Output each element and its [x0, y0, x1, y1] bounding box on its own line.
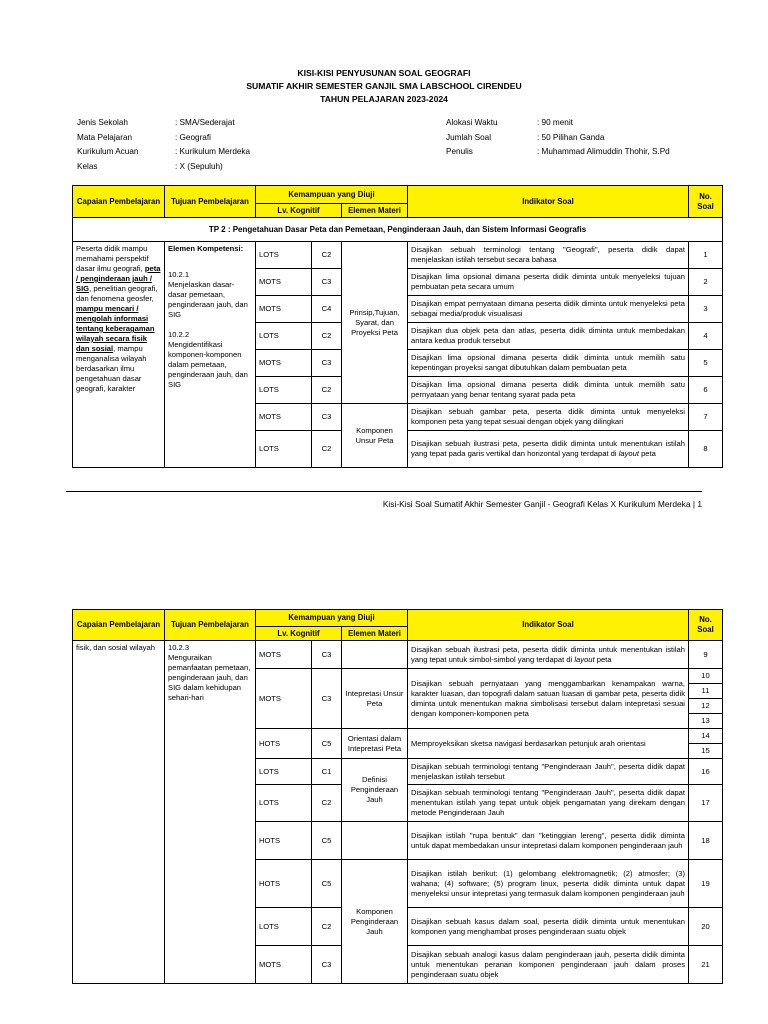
indikator-cell: Disajikan sebuah terminologi tentang "Penginderaan Jauh", peserta didik dapat menjelaskan istilah tersebut — [408, 759, 689, 785]
col-header-no-soal: No. Soal — [689, 186, 723, 218]
footer-divider — [66, 491, 702, 492]
col-header-tujuan: Tujuan Pembelajaran — [165, 186, 256, 218]
indikator-cell — [408, 431, 689, 468]
no-soal-cell: 8 — [689, 431, 723, 468]
lv-cell: MOTS — [256, 350, 312, 377]
lv-cell: HOTS — [256, 822, 312, 860]
indikator-cell: Disajikan dua objek peta dan atlas, peserta didik diminta untuk membedakan antara kedua produk tersebut — [408, 323, 689, 350]
indikator-cell: Disajikan sebuah gambar peta, peserta didik diminta untuk menyeleksi komponen peta yang tepat sesuai dengan objek yang dilingkari — [408, 404, 689, 431]
c-cell: C2 — [312, 785, 342, 822]
c-cell: C3 — [312, 641, 342, 669]
capaian-text: , mampu menganalisa wilayah berdasarkan ilmu pengetahuan dasar geografi, karakter — [76, 344, 147, 393]
col-header-elemen-materi: Elemen Materi — [342, 627, 408, 641]
indikator-cell: Disajikan sebuah kasus dalam soal, peserta didik diminta untuk menentukan komponen yang menghambat proses penginderaan suatu objek — [408, 908, 689, 946]
col-header-tujuan: Tujuan Pembelajaran — [165, 610, 256, 641]
c-cell: C5 — [312, 729, 342, 759]
elemen-cell: Definisi Penginderaan Jauh — [342, 759, 408, 822]
kisi-kisi-table-page-1 — [72, 185, 723, 468]
elemen-cell: Prinsip,Tujuan, Syarat, dan Proyeksi Peta — [342, 242, 408, 404]
c-cell: C3 — [312, 269, 342, 296]
no-soal-cell: 11 — [689, 684, 723, 699]
capaian-cell: fisik, dan sosial wilayah — [73, 641, 165, 984]
col-header-lv-kognitif: Lv. Kognitif — [256, 204, 342, 218]
capaian-text: Peserta didik mampu memahami perspektif dasar ilmu geografi, — [76, 244, 149, 273]
lv-cell: MOTS — [256, 269, 312, 296]
c-cell: C2 — [312, 242, 342, 269]
col-header-kemampuan: Kemampuan yang Diuji — [256, 610, 408, 627]
c-cell: C3 — [312, 350, 342, 377]
lv-cell: LOTS — [256, 323, 312, 350]
meta-value: : Geografi — [175, 132, 211, 142]
meta-value: : SMA/Sederajat — [175, 118, 235, 127]
no-soal-cell: 14 — [689, 729, 723, 744]
meta-key: Penulis — [446, 147, 473, 156]
no-soal-cell: 6 — [689, 377, 723, 404]
tujuan-text: Menjelaskan dasar-dasar pemetaan, penginderaan jauh, dan SIG — [168, 280, 248, 319]
col-header-kemampuan: Kemampuan yang Diuji — [256, 186, 408, 204]
meta-right — [446, 116, 670, 160]
no-soal-cell: 13 — [689, 714, 723, 729]
c-cell: C2 — [312, 431, 342, 468]
meta-key: Kurikulum Acuan — [77, 147, 139, 156]
elemen-cell: Komponen Unsur Peta — [342, 404, 408, 468]
elemen-cell — [342, 641, 408, 669]
tujuan-heading: Elemen Kompetensi: — [168, 244, 244, 253]
elemen-cell — [342, 822, 408, 860]
lv-cell: HOTS — [256, 729, 312, 759]
meta-value: : X (Sepuluh) — [175, 161, 223, 171]
lv-cell: LOTS — [256, 377, 312, 404]
tujuan-text: Menguraikan pemanfaatan pemetaan, penginderaan jauh, dan SIG dalam kehidupan sehari-hari — [168, 653, 251, 702]
indikator-text: peta — [594, 654, 612, 664]
col-header-capaian: Capaian Pembelajaran — [73, 610, 165, 641]
elemen-cell: Orientasi dalam Intepretasi Peta — [342, 729, 408, 759]
page-footer: Kisi-Kisi Soal Sumatif Akhir Semester Ganjil - Geografi Kelas X Kurikulum Merdeka | 1 — [382, 499, 702, 509]
document-title: KISI-KISI PENYUSUNAN SOAL GEOGRAFI — [297, 68, 471, 78]
lv-cell: MOTS — [256, 641, 312, 669]
no-soal-cell: 2 — [689, 269, 723, 296]
meta-value: : Muhammad Alimuddin Thohir, S.Pd — [537, 147, 670, 156]
meta-key: Alokasi Waktu — [446, 118, 498, 127]
indikator-cell: Disajikan sebuah analogi kasus dalam penginderaan jauh, peserta didik diminta untuk menentukan peranan komponen penginderaan jauh dalam proses penginderaan suatu objek — [408, 946, 689, 984]
elemen-cell: Komponen Penginderaan Jauh — [342, 860, 408, 984]
col-header-indikator: Indikator Soal — [408, 610, 689, 641]
c-cell: C3 — [312, 404, 342, 431]
c-cell: C3 — [312, 946, 342, 984]
meta-key: Jumlah Soal — [446, 132, 492, 142]
indikator-cell — [408, 641, 689, 669]
indikator-cell: Disajikan lima opsional dimana peserta didik diminta untuk menyeleksi tujuan pembuatan peta secara umum — [408, 269, 689, 296]
indikator-cell: Disajikan empat pernyataan dimana peserta didik diminta untuk menyeleksi peta sebagai media/produk visualisasi — [408, 296, 689, 323]
no-soal-cell: 1 — [689, 242, 723, 269]
tujuan-code: 10.2.1 — [168, 270, 190, 279]
tujuan-code: 10.2.3 — [168, 643, 190, 652]
indikator-cell: Disajikan lima opsional dimana peserta didik diminta untuk memilih satu kepentingan proyeksi sangat dibutuhkan dalam pembuatan peta — [408, 350, 689, 377]
col-header-capaian: Capaian Pembelajaran — [73, 186, 165, 218]
lv-cell: MOTS — [256, 296, 312, 323]
table-row — [73, 641, 723, 669]
lv-cell: HOTS — [256, 860, 312, 908]
no-soal-cell: 21 — [689, 946, 723, 984]
meta-value: : 50 Pilihan Ganda — [537, 132, 605, 142]
capaian-emphasis: peta / penginderaan jauh / SIG — [76, 264, 161, 293]
indikator-cell: Disajikan sebuah terminologi tentang "Penginderaan Jauh", peserta didik dapat menentukan istilah yang tepat untuk objek pengamatan yang direkam dengan metode Penginderaan Jauh — [408, 785, 689, 822]
no-soal-cell: 4 — [689, 323, 723, 350]
no-soal-cell: 18 — [689, 822, 723, 860]
no-soal-cell: 9 — [689, 641, 723, 669]
kisi-kisi-table-page-2 — [72, 609, 723, 984]
indikator-text: Disajikan sebuah ilustrasi peta, peserta didik diminta untuk menentukan istilah yang tepat untuk simbol-simbol yang terdapat di — [411, 644, 685, 664]
meta-value: : 90 menit — [537, 118, 573, 127]
meta-left — [77, 116, 250, 174]
no-soal-cell: 15 — [689, 744, 723, 759]
no-soal-cell: 20 — [689, 908, 723, 946]
tujuan-cell — [165, 242, 256, 468]
tujuan-cell — [165, 641, 256, 984]
lv-cell: LOTS — [256, 908, 312, 946]
c-cell: C5 — [312, 860, 342, 908]
indikator-cell: Disajikan lima opsional dimana peserta didik diminta untuk memilih satu pernyataan yang benar tentang syarat pada peta — [408, 377, 689, 404]
indikator-italic: layout — [618, 449, 639, 458]
tujuan-code: 10.2.2 — [168, 330, 190, 339]
indikator-cell: Disajikan sebuah terminologi tentang "Geografi", peserta didik dapat menjelaskan istilah tersebut secara bahasa — [408, 242, 689, 269]
document-year: TAHUN PELAJARAN 2023-2024 — [320, 94, 448, 104]
c-cell: C1 — [312, 759, 342, 785]
capaian-text: , penelitian geografi, dan fenomena geosfer, — [76, 284, 158, 303]
no-soal-cell: 16 — [689, 759, 723, 785]
lv-cell: LOTS — [256, 431, 312, 468]
document-subtitle: SUMATIF AKHIR SEMESTER GANJIL SMA LABSCHOOL CIRENDEU — [246, 81, 522, 91]
col-header-indikator: Indikator Soal — [408, 186, 689, 218]
indikator-italic: layout — [574, 654, 595, 664]
indikator-cell: Disajikan sebuah pernyataan yang menggambarkan kenampakan warna, karakter luasan, dan topografi dalam satuan luasan di gambar peta, peserta didik diminta untuk menentukan makna simbolisasi tersebut dalam intepretasi sesuai dengan komponen-komponen peta — [408, 669, 689, 729]
no-soal-cell: 5 — [689, 350, 723, 377]
tp-heading: TP 2 : Pengetahuan Dasar Peta dan Pemetaan, Penginderaan Jauh, dan Sistem Informasi Geografis — [73, 218, 723, 242]
no-soal-cell: 10 — [689, 669, 723, 684]
elemen-cell: Intepretasi Unsur Peta — [342, 669, 408, 729]
lv-cell: LOTS — [256, 785, 312, 822]
col-header-lv-kognitif: Lv. Kognitif — [256, 627, 342, 641]
no-soal-cell: 12 — [689, 699, 723, 714]
meta-value: : Kurikulum Merdeka — [175, 147, 251, 156]
capaian-cell — [73, 242, 165, 468]
lv-cell: MOTS — [256, 404, 312, 431]
indikator-text: Disajikan sebuah ilustrasi peta, peserta didik diminta untuk menentukan istilah yang tepat pada garis vertikal dan horizontal yang terdapat di — [411, 439, 685, 458]
lv-cell: MOTS — [256, 946, 312, 984]
no-soal-cell: 7 — [689, 404, 723, 431]
meta-key: Kelas — [77, 161, 98, 171]
c-cell: C3 — [312, 669, 342, 729]
capaian-emphasis: mampu mencari / mengolah informasi tentang keberagaman wilayah secara fisik dan sosial — [76, 304, 155, 353]
c-cell: C2 — [312, 377, 342, 404]
c-cell: C4 — [312, 296, 342, 323]
no-soal-cell: 17 — [689, 785, 723, 822]
indikator-cell: Memproyeksikan sketsa navigasi berdasarkan petunjuk arah orientasi — [408, 729, 689, 759]
col-header-no-soal: No. Soal — [689, 610, 723, 641]
c-cell: C2 — [312, 908, 342, 946]
lv-cell: LOTS — [256, 759, 312, 785]
no-soal-cell: 19 — [689, 860, 723, 908]
col-header-elemen-materi: Elemen Materi — [342, 204, 408, 218]
c-cell: C2 — [312, 323, 342, 350]
lv-cell: MOTS — [256, 669, 312, 729]
table-row — [73, 242, 723, 269]
indikator-cell: Disajikan istilah berikut: (1) gelombang elektromagnetik; (2) atmosfer; (3) wahana; (4) software; (5) program linux, peserta didik diminta untuk dapat menyeleksi unsur intepretasi yang termasuk dalam komponen penginderaan jauh — [408, 860, 689, 908]
indikator-cell: Disajikan istilah "rupa bentuk" dan "ketinggian lereng", peserta didik diminta untuk dapat membedakan unsur intepretasi dalam komponen penginderaan jauh — [408, 822, 689, 860]
meta-key: Mata Pelajaran — [77, 132, 133, 142]
indikator-text: peta — [638, 449, 656, 458]
meta-key: Jenis Sekolah — [77, 118, 128, 127]
lv-cell: LOTS — [256, 242, 312, 269]
tujuan-text: Mengidentifikasi komponen-komponen dalam pemetaan, penginderaan jauh, dan SIG — [168, 340, 248, 389]
no-soal-cell: 3 — [689, 296, 723, 323]
c-cell: C5 — [312, 822, 342, 860]
